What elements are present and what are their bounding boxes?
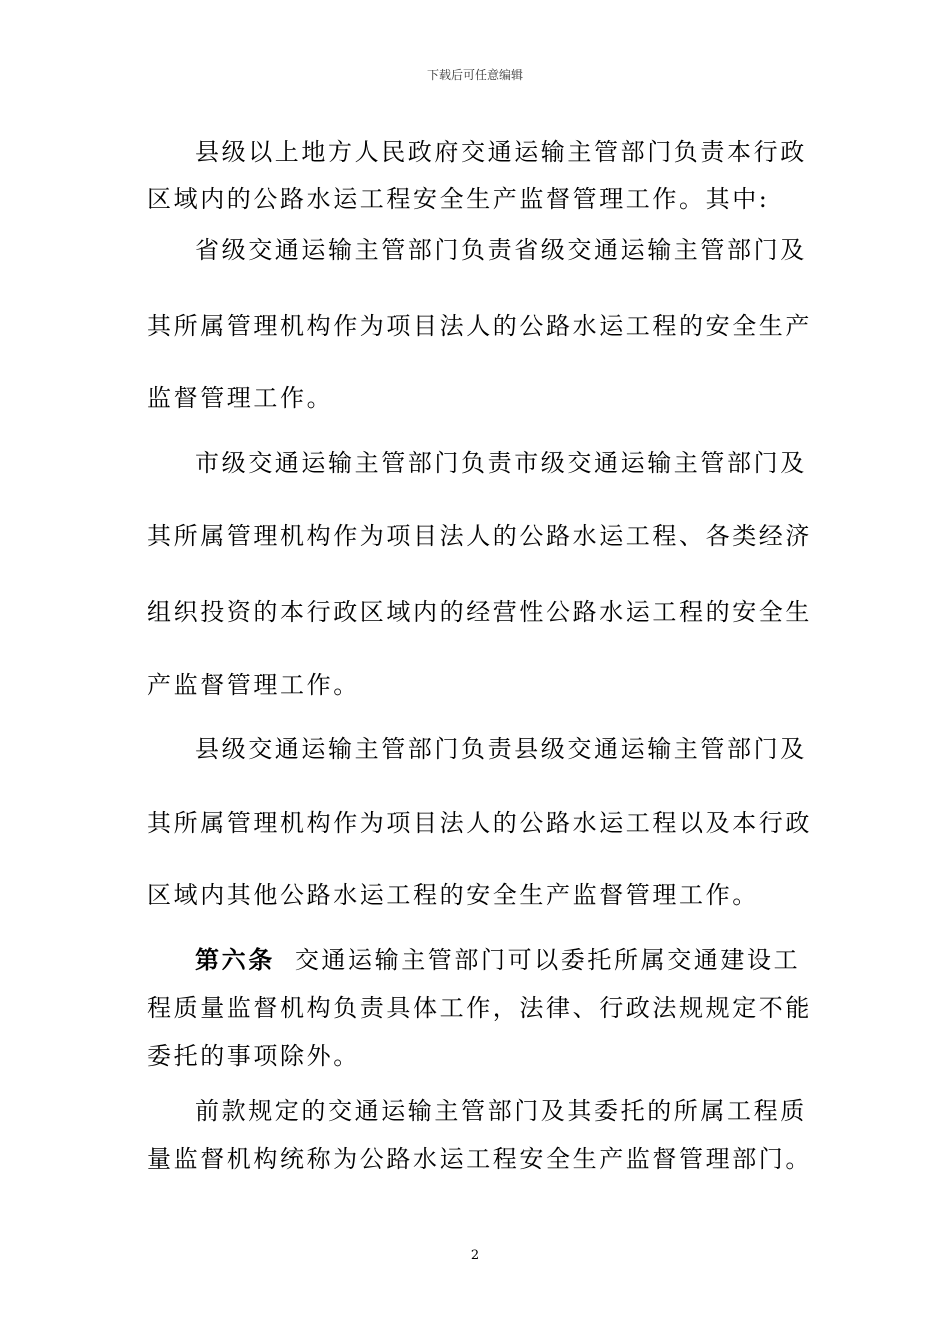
paragraph-line: 组织投资的本行政区域内的经营性公路水运工程的安全生 xyxy=(147,598,812,626)
paragraph-line: 区域内的公路水运工程安全生产监督管理工作。其中: xyxy=(147,185,770,213)
paragraph-line: 监督管理工作。 xyxy=(147,384,334,412)
paragraph-line: 前款规定的交通运输主管部门及其委托的所属工程质 xyxy=(195,1097,807,1125)
paragraph-line: 省级交通运输主管部门负责省级交通运输主管部门及 xyxy=(195,236,807,264)
paragraph-line: 委托的事项除外。 xyxy=(147,1042,360,1070)
paragraph-line: 程质量监督机构负责具体工作，法律、行政法规规定不能 xyxy=(147,994,812,1022)
paragraph-line: 其所属管理机构作为项目法人的公路水运工程、各类经济 xyxy=(147,522,812,550)
page-header: 下载后可任意编辑 xyxy=(426,68,523,82)
article-line xyxy=(195,945,835,975)
paragraph-line: 其所属管理机构作为项目法人的公路水运工程以及本行政 xyxy=(147,809,812,837)
page-number: 2 xyxy=(470,1248,480,1263)
paragraph-line: 产监督管理工作。 xyxy=(147,671,360,699)
paragraph-line: 交通运输主管部门可以委托所属交通建设工 xyxy=(294,946,801,974)
paragraph-line: 区域内其他公路水运工程的安全生产监督管理工作。 xyxy=(147,881,759,909)
paragraph-line: 县级交通运输主管部门负责县级交通运输主管部门及 xyxy=(195,735,807,763)
paragraph-line: 县级以上地方人民政府交通运输主管部门负责本行政 xyxy=(195,138,807,166)
article-label: 第六条 xyxy=(195,945,275,974)
paragraph-line: 市级交通运输主管部门负责市级交通运输主管部门及 xyxy=(195,449,807,477)
paragraph-line: 其所属管理机构作为项目法人的公路水运工程的安全生产 xyxy=(147,312,812,340)
paragraph-line: 量监督机构统称为公路水运工程安全生产监督管理部门。 xyxy=(147,1145,812,1173)
